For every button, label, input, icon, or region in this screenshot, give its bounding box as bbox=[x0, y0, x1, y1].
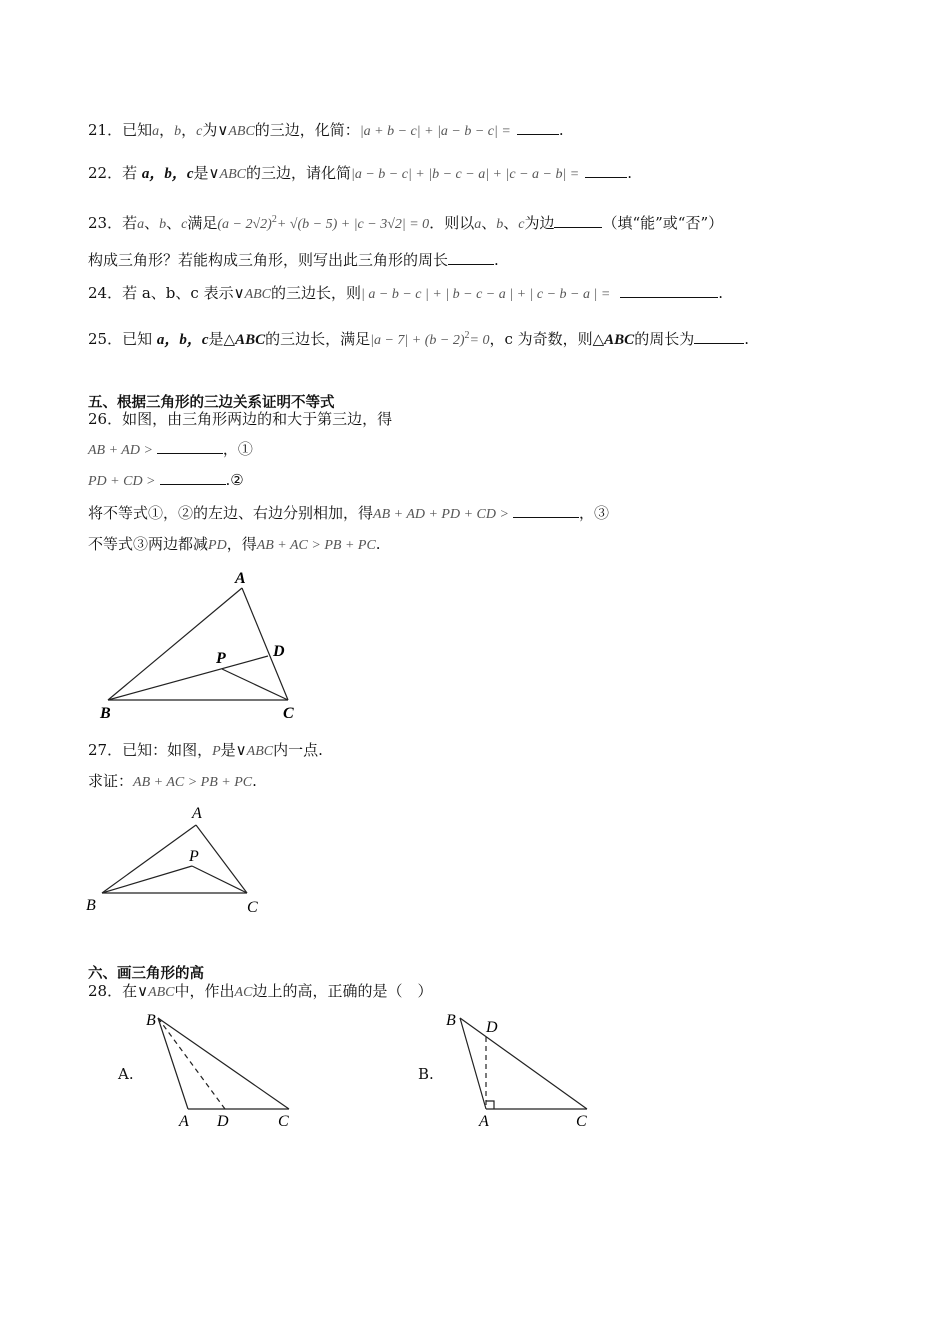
q26-line4 bbox=[88, 534, 381, 556]
question-28 bbox=[88, 981, 432, 1003]
q23-end: . bbox=[494, 251, 499, 269]
q27-expression: AB + AC > PB + PC bbox=[133, 775, 253, 790]
q25-post: 的三边长，满足 bbox=[265, 330, 371, 348]
q25-end: . bbox=[744, 330, 749, 348]
q24-expression: | a − b − c | + | b − c − a | + | c − b − a | = bbox=[361, 287, 611, 302]
q23-pre: 若 bbox=[122, 214, 138, 232]
q26-expression-3: AB + AD + PD + CD > bbox=[373, 507, 509, 522]
q23-tail: （填“能”或“否”） bbox=[602, 214, 724, 232]
q25-expression-2: = 0 bbox=[469, 333, 490, 348]
q23-post3: 为边 bbox=[524, 214, 555, 232]
q22-post: 的三边，请化简 bbox=[245, 164, 351, 182]
q28a-label-b: B bbox=[146, 1012, 156, 1029]
q28-figure-b bbox=[460, 1018, 587, 1109]
q26-answer-blank-2[interactable] bbox=[160, 470, 226, 485]
q28b-segment-ba bbox=[460, 1018, 486, 1109]
q27-mid: 是∨ bbox=[220, 741, 247, 759]
q24-triangle: ABC bbox=[244, 287, 272, 302]
q28-number: 28． bbox=[88, 982, 123, 1000]
q27-triangle: ABC bbox=[246, 744, 274, 759]
q27-segment-ba bbox=[102, 825, 196, 893]
q23-exponent: 2 bbox=[271, 214, 277, 225]
q28-triangle: ABC bbox=[148, 985, 175, 1000]
q26-line3 bbox=[88, 503, 609, 525]
q26-segment-bd bbox=[108, 656, 268, 700]
q28b-label-a: A bbox=[479, 1113, 489, 1130]
q28-option-b[interactable]: B. bbox=[418, 1065, 434, 1083]
q27-segment-bp bbox=[102, 866, 192, 893]
q26-line4-mid: ，得 bbox=[226, 535, 257, 553]
q24-answer-blank[interactable] bbox=[620, 283, 718, 298]
q26-segment-ac bbox=[242, 588, 288, 700]
q21-sep2: ， bbox=[181, 121, 197, 139]
q26-label-p: P bbox=[216, 650, 226, 667]
question-26 bbox=[88, 409, 392, 429]
q21-text: 已知 bbox=[122, 121, 153, 139]
q25-post3: 的周长为 bbox=[634, 330, 695, 348]
q26-label-b: B bbox=[100, 705, 111, 722]
q21-var-c: c bbox=[196, 124, 203, 139]
q27-post: 内一点. bbox=[273, 741, 323, 759]
q23-sep2-2: 、 bbox=[503, 214, 519, 232]
q25-mid: 是△ bbox=[208, 330, 236, 348]
q26-answer-blank-1[interactable] bbox=[157, 439, 223, 454]
q25-post2: ，c 为奇数，则△ bbox=[489, 330, 605, 348]
q22-end: . bbox=[627, 164, 633, 182]
q28a-label-d: D bbox=[217, 1113, 229, 1130]
q21-sep1: ， bbox=[159, 121, 175, 139]
q23-var-a-2: a bbox=[474, 217, 482, 232]
q23-post: 满足 bbox=[187, 214, 218, 232]
q21-triangle: ABC bbox=[228, 124, 255, 139]
q23-number: 23． bbox=[88, 214, 123, 232]
q27-label-a: A bbox=[192, 805, 202, 822]
q23-post2: ．则以 bbox=[429, 214, 475, 232]
question-23 bbox=[88, 210, 723, 235]
q26-label-a: A bbox=[235, 570, 246, 587]
q27-segment-ac bbox=[196, 825, 247, 893]
q22-vars: a，b，c bbox=[141, 166, 194, 182]
section-6-heading: 六、画三角形的高 bbox=[88, 966, 204, 982]
q22-number: 22． bbox=[88, 164, 123, 182]
q22-mid: 是∨ bbox=[193, 164, 220, 182]
question-27 bbox=[88, 740, 323, 762]
q23-var-b-2: b bbox=[496, 217, 504, 232]
q23-var-c-2: c bbox=[518, 217, 525, 232]
q26-mark-2: .② bbox=[225, 471, 244, 489]
question-25 bbox=[88, 326, 749, 351]
q21-end: . bbox=[558, 121, 564, 139]
section-5-heading: 五、根据三角形的三边关系证明不等式 bbox=[88, 395, 335, 411]
q21-expression: |a + b − c| + |a − b − c| = bbox=[359, 124, 511, 139]
q21-var-b: b bbox=[174, 124, 182, 139]
q28b-segment-bc bbox=[460, 1018, 587, 1109]
q27-segment-pc bbox=[192, 866, 247, 893]
q25-pre: 已知 bbox=[122, 330, 157, 348]
q25-answer-blank[interactable] bbox=[694, 329, 744, 344]
q27-end: . bbox=[252, 772, 257, 790]
q23-var-c: c bbox=[181, 217, 188, 232]
q26-segment-pc bbox=[222, 669, 288, 700]
q28-pre: 在∨ bbox=[122, 982, 149, 1000]
q28a-label-c: C bbox=[278, 1113, 289, 1130]
q26-line1 bbox=[88, 439, 253, 461]
question-21 bbox=[88, 120, 564, 142]
q24-pre: 若 a、b、c 表示∨ bbox=[122, 284, 245, 302]
q28a-label-a: A bbox=[179, 1113, 189, 1130]
q28b-label-b: B bbox=[446, 1012, 456, 1029]
q27-label-p: P bbox=[189, 848, 199, 865]
q24-post: 的三边长，则 bbox=[271, 284, 362, 302]
q28a-dashed-bd bbox=[158, 1018, 225, 1109]
q23-sep2: 、 bbox=[166, 214, 182, 232]
q26-segment-ba bbox=[108, 588, 242, 700]
q26-line4-text: 不等式③两边都减 bbox=[88, 535, 209, 553]
q26-expression-2: PD + CD > bbox=[88, 474, 156, 489]
q22-expression: |a − b − c| + |b − c − a| + |c − a − b| = bbox=[351, 167, 580, 182]
q27-label-c: C bbox=[247, 899, 258, 916]
q26-expression-4: AB + AC > PB + PC bbox=[256, 538, 376, 553]
q28b-label-c: C bbox=[576, 1113, 587, 1130]
q24-end: . bbox=[718, 284, 724, 302]
q22-answer-blank[interactable] bbox=[585, 163, 627, 178]
q22-triangle: ABC bbox=[219, 167, 246, 182]
q26-answer-blank-3[interactable] bbox=[513, 503, 579, 518]
question-22 bbox=[88, 163, 632, 185]
q27-var-p: P bbox=[212, 744, 221, 759]
q26-var-pd: PD bbox=[208, 538, 227, 553]
q28-side: AC bbox=[234, 985, 253, 1000]
q27-proof-label: 求证： bbox=[88, 772, 134, 790]
q27-number: 27． bbox=[88, 741, 123, 759]
q28-figure-a bbox=[158, 1018, 289, 1109]
q23-expression-2: + √(b − 5) + |c − 3√2| = 0 bbox=[276, 217, 430, 232]
q27-proof-line bbox=[88, 771, 257, 793]
q24-number: 24． bbox=[88, 284, 123, 302]
q26-line3-text: 将不等式①，②的左边、右边分别相加，得 bbox=[88, 504, 374, 522]
q23-var-a: a bbox=[137, 217, 145, 232]
q22-pre: 若 bbox=[122, 164, 142, 182]
q21-answer-blank[interactable] bbox=[517, 120, 559, 135]
q25-triangle-2: ABC bbox=[604, 332, 635, 348]
q26-label-d: D bbox=[273, 643, 285, 660]
q23-line2-text: 构成三角形？若能构成三角形，则写出此三角形的周长 bbox=[88, 251, 449, 269]
q27-pre: 已知：如图， bbox=[122, 741, 213, 759]
q23-expression-1: (a − 2√2) bbox=[217, 217, 272, 232]
q25-exponent: 2 bbox=[464, 330, 470, 341]
q26-mark-1: ，① bbox=[222, 440, 253, 458]
q25-vars: a，b，c bbox=[156, 332, 209, 348]
q27-label-b: B bbox=[86, 897, 96, 914]
question-24 bbox=[88, 283, 723, 305]
q28a-segment-bc bbox=[158, 1018, 289, 1109]
q28-option-a[interactable]: A. bbox=[118, 1065, 134, 1083]
q25-expression-1: |a − 7| + (b − 2) bbox=[370, 333, 465, 348]
q21-number: 21． bbox=[88, 121, 123, 139]
q25-triangle: ABC bbox=[235, 332, 266, 348]
q28a-segment-ba bbox=[158, 1018, 188, 1109]
q26-text: 如图，由三角形两边的和大于第三边，得 bbox=[122, 410, 393, 428]
q26-label-c: C bbox=[283, 705, 294, 722]
q21-var-a: a bbox=[152, 124, 160, 139]
q28-mid: 中，作出 bbox=[174, 982, 235, 1000]
q25-number: 25． bbox=[88, 330, 123, 348]
q21-mid: 为∨ bbox=[202, 121, 229, 139]
q28-post: 边上的高，正确的是（ ） bbox=[252, 982, 433, 1000]
q23-sep1-2: 、 bbox=[481, 214, 497, 232]
q26-end: . bbox=[375, 535, 381, 553]
q23-var-b: b bbox=[159, 217, 167, 232]
q23-sep1: 、 bbox=[144, 214, 160, 232]
q26-expression-1: AB + AD > bbox=[88, 443, 153, 458]
q21-post: 的三边，化简： bbox=[254, 121, 360, 139]
q26-mark-3: ，③ bbox=[578, 504, 609, 522]
q28b-right-angle-mark bbox=[486, 1101, 494, 1109]
q26-line2 bbox=[88, 470, 244, 492]
q28b-label-d: D bbox=[486, 1019, 498, 1036]
q23-answer-blank-1[interactable] bbox=[554, 213, 602, 228]
q26-number: 26． bbox=[88, 410, 123, 428]
question-23-line2 bbox=[88, 250, 499, 270]
q23-answer-blank-2[interactable] bbox=[448, 250, 494, 265]
